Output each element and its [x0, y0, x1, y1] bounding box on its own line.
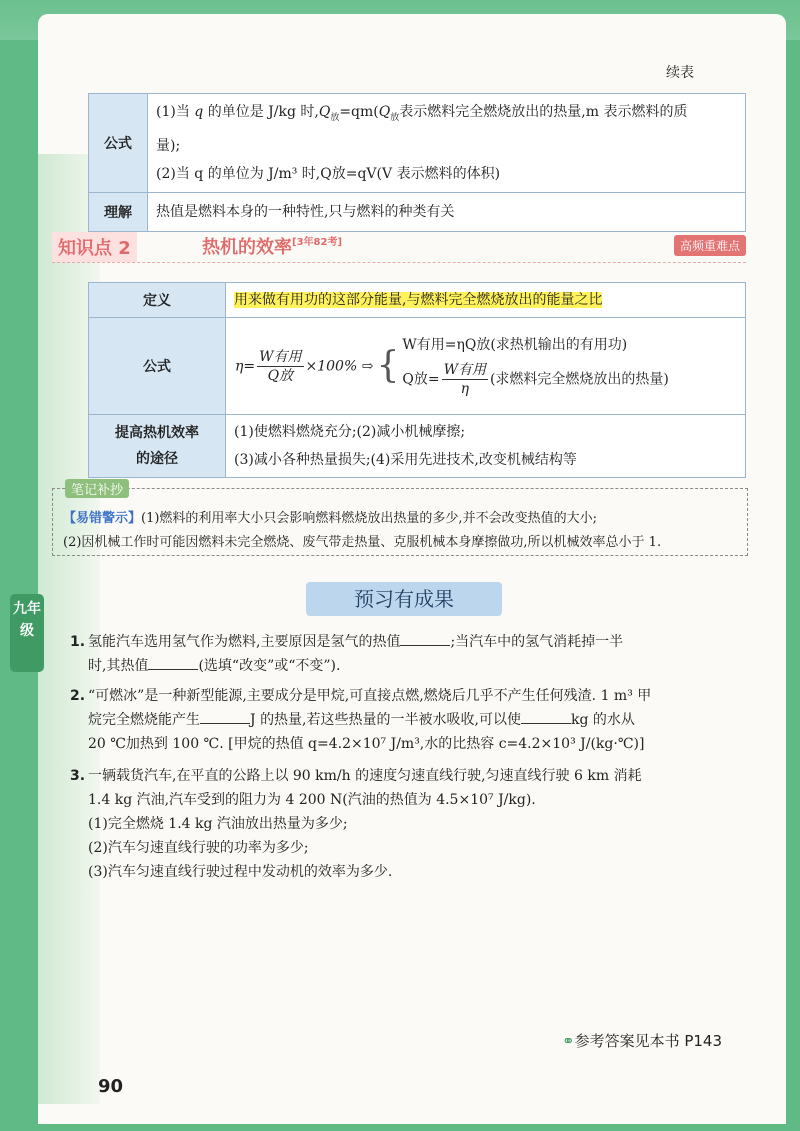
section-banner: 预习有成果 [306, 582, 502, 616]
knowledge-title: 热机的效率[3年82考] [202, 237, 343, 258]
notes-title: 笔记补抄 [65, 479, 129, 498]
answer-blank[interactable] [400, 631, 450, 646]
derived-formulas [401, 334, 670, 399]
question-number: 1. [70, 634, 86, 650]
notes-box [52, 483, 748, 556]
understand-label: 理解 [89, 193, 148, 232]
improve-line-1: (1)使燃料燃烧充分;(2)减小机械摩擦; [234, 424, 466, 440]
improve-content [226, 415, 746, 478]
improve-line-2: (3)减小各种热量损失;(4)采用先进技术,改变机械结构等 [234, 452, 577, 468]
knowledge-point-header [52, 232, 746, 262]
notes-line-2: (2)因机械工作时可能因燃料未完全燃烧、废气带走热量、克服机械本身摩擦做功,所以机械效率总小于 1. [63, 535, 662, 550]
answer-blank[interactable] [200, 709, 250, 724]
efficiency-table [88, 282, 746, 478]
formula-line-2: (2)当 q 的单位为 J/m³ 时,Q放=qV(V 表示燃料的体积) [156, 165, 501, 182]
formula-table [88, 93, 746, 232]
efficiency-formula-label: 公式 [89, 318, 226, 415]
definition-label: 定义 [89, 283, 226, 318]
question-number: 2. [70, 688, 86, 704]
link-icon: ⚭ [562, 1032, 575, 1050]
efficiency-formula [226, 318, 746, 415]
definition-text: 用来做有用功的这部分能量,与燃料完全燃烧放出的能量之比 [226, 283, 746, 318]
header-divider [52, 262, 746, 263]
derived-formula-2: Q放= $\frac{\text{W有用}}{\eta}$ (求燃料完全燃烧放出的热量) [402, 361, 669, 397]
page-number: 90 [98, 1076, 124, 1097]
formula-content [148, 94, 746, 193]
brace: { [376, 345, 400, 386]
answer-blank[interactable] [521, 709, 571, 724]
eta-formula: η= $\frac{\text{W有用}}{\text{Q放}}$ ×100% ⇨ [235, 348, 374, 384]
answer-reference: ⚭参考答案见本书 P143 [562, 1032, 723, 1050]
question-1: 1. 氢能汽车选用氢气作为燃料,主要原因是氢气的热值 ;当汽车中的氢气消耗掉一半 时,其热值 (选填“改变”或“不变”). [88, 630, 738, 678]
question-2: 2. “可燃冰”是一种新型能源,主要成分是甲烷,可直接点燃,燃烧后几乎不产生任何残渣. 1 m³ 甲 烷完全燃烧能产生 J 的热量,若这些热量的一半被水吸收,可以使 kg 的水从 20 ℃加热到 100 ℃. [甲烷的热值 q=4.2×10⁷ J/m³,水的比热容 c=4.2×10³ J/(kg·℃)] [88, 684, 738, 756]
derived-formula-1: W有用=ηQ放(求热机输出的有用功) [402, 336, 628, 353]
question-number: 3. [70, 768, 86, 784]
knowledge-tag: 知识点 2 [52, 232, 137, 262]
improve-label: 提高热机效率 的途径 [89, 415, 226, 478]
answer-blank[interactable] [148, 655, 198, 670]
formula-label: 公式 [89, 94, 148, 193]
understand-text: 热值是燃料本身的一种特性,只与燃料的种类有关 [148, 193, 746, 232]
grade-tab: 九年级 [10, 594, 44, 672]
continue-label: 续表 [666, 65, 694, 81]
notes-line-1: 【易错警示】(1)燃料的利用率大小只会影响燃料燃烧放出热量的多少,并不会改变热值的大小; [63, 511, 597, 526]
formula-line-1b: 量); [156, 137, 181, 154]
formula-line-1: (1)当 q 的单位是 J/kg 时$,Q_放=qm(Q_放$表示燃料完全燃烧放出的热量,m 表示燃料的质 [156, 104, 688, 123]
question-3: 3. 一辆载货汽车,在平直的公路上以 90 km/h 的速度匀速直线行驶,匀速直线行驶 6 km 消耗 1.4 kg 汽油,汽车受到的阻力为 4 200 N(汽油的热值为 4.5×10⁷ J/kg). (1)完全燃烧 1.4 kg 汽油放出热量为多少; (2)汽车匀速直线行驶的功率为多少; (3)汽车匀速直线行驶过程中发动机的效率为多少. [88, 764, 738, 884]
difficulty-badge: 高频重难点 [674, 235, 746, 256]
exam-count: [3年82考] [292, 237, 343, 248]
